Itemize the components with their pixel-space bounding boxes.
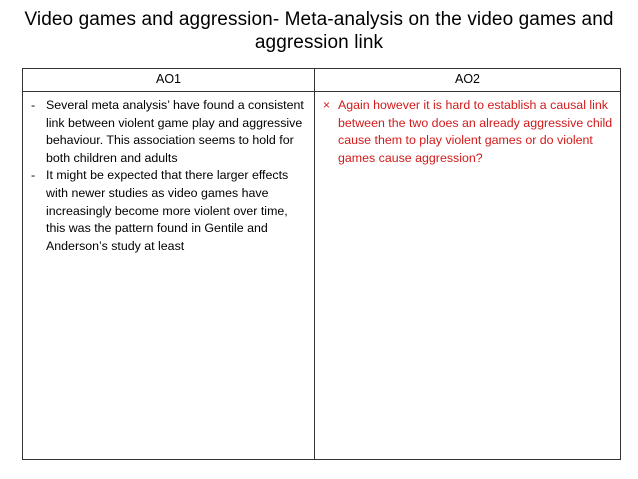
ao1-point-text: It might be expected that there larger effects with newer studies as video games have increasingly become more violent over time, this was the pattern found in Gentile and Anderson’s study at least [46,168,289,253]
table-header-row [23,69,621,92]
slide-title [0,8,638,54]
dash-bullet: - [31,98,36,112]
list-item [29,167,308,255]
slide-title-line-1: Video games and aggression- Meta-analysis on the video games and [24,9,614,30]
ao1-list [29,97,308,255]
ao2-point-text: Again however it is hard to establish a causal link between the two does an already aggressive child cause them to play violent games or do violent games cause aggression? [338,98,613,165]
ao1-header: AO1 [23,69,315,92]
dash-bullet: - [31,168,36,183]
ao-table [22,68,621,460]
ao1-cell [23,92,315,460]
ao2-header: AO2 [315,69,621,92]
list-item [29,97,308,167]
slide-title-line-2: aggression link [254,32,384,53]
cross-icon: × [323,98,331,112]
ao1-point-text: Several meta analysis’ have found a consistent link between violent game play and aggressive behaviour. This association seems to hold for both children and adults [46,98,304,165]
list-item [321,97,614,167]
ao2-cell [315,92,621,460]
ao2-list [321,97,614,167]
table-row [23,92,621,460]
